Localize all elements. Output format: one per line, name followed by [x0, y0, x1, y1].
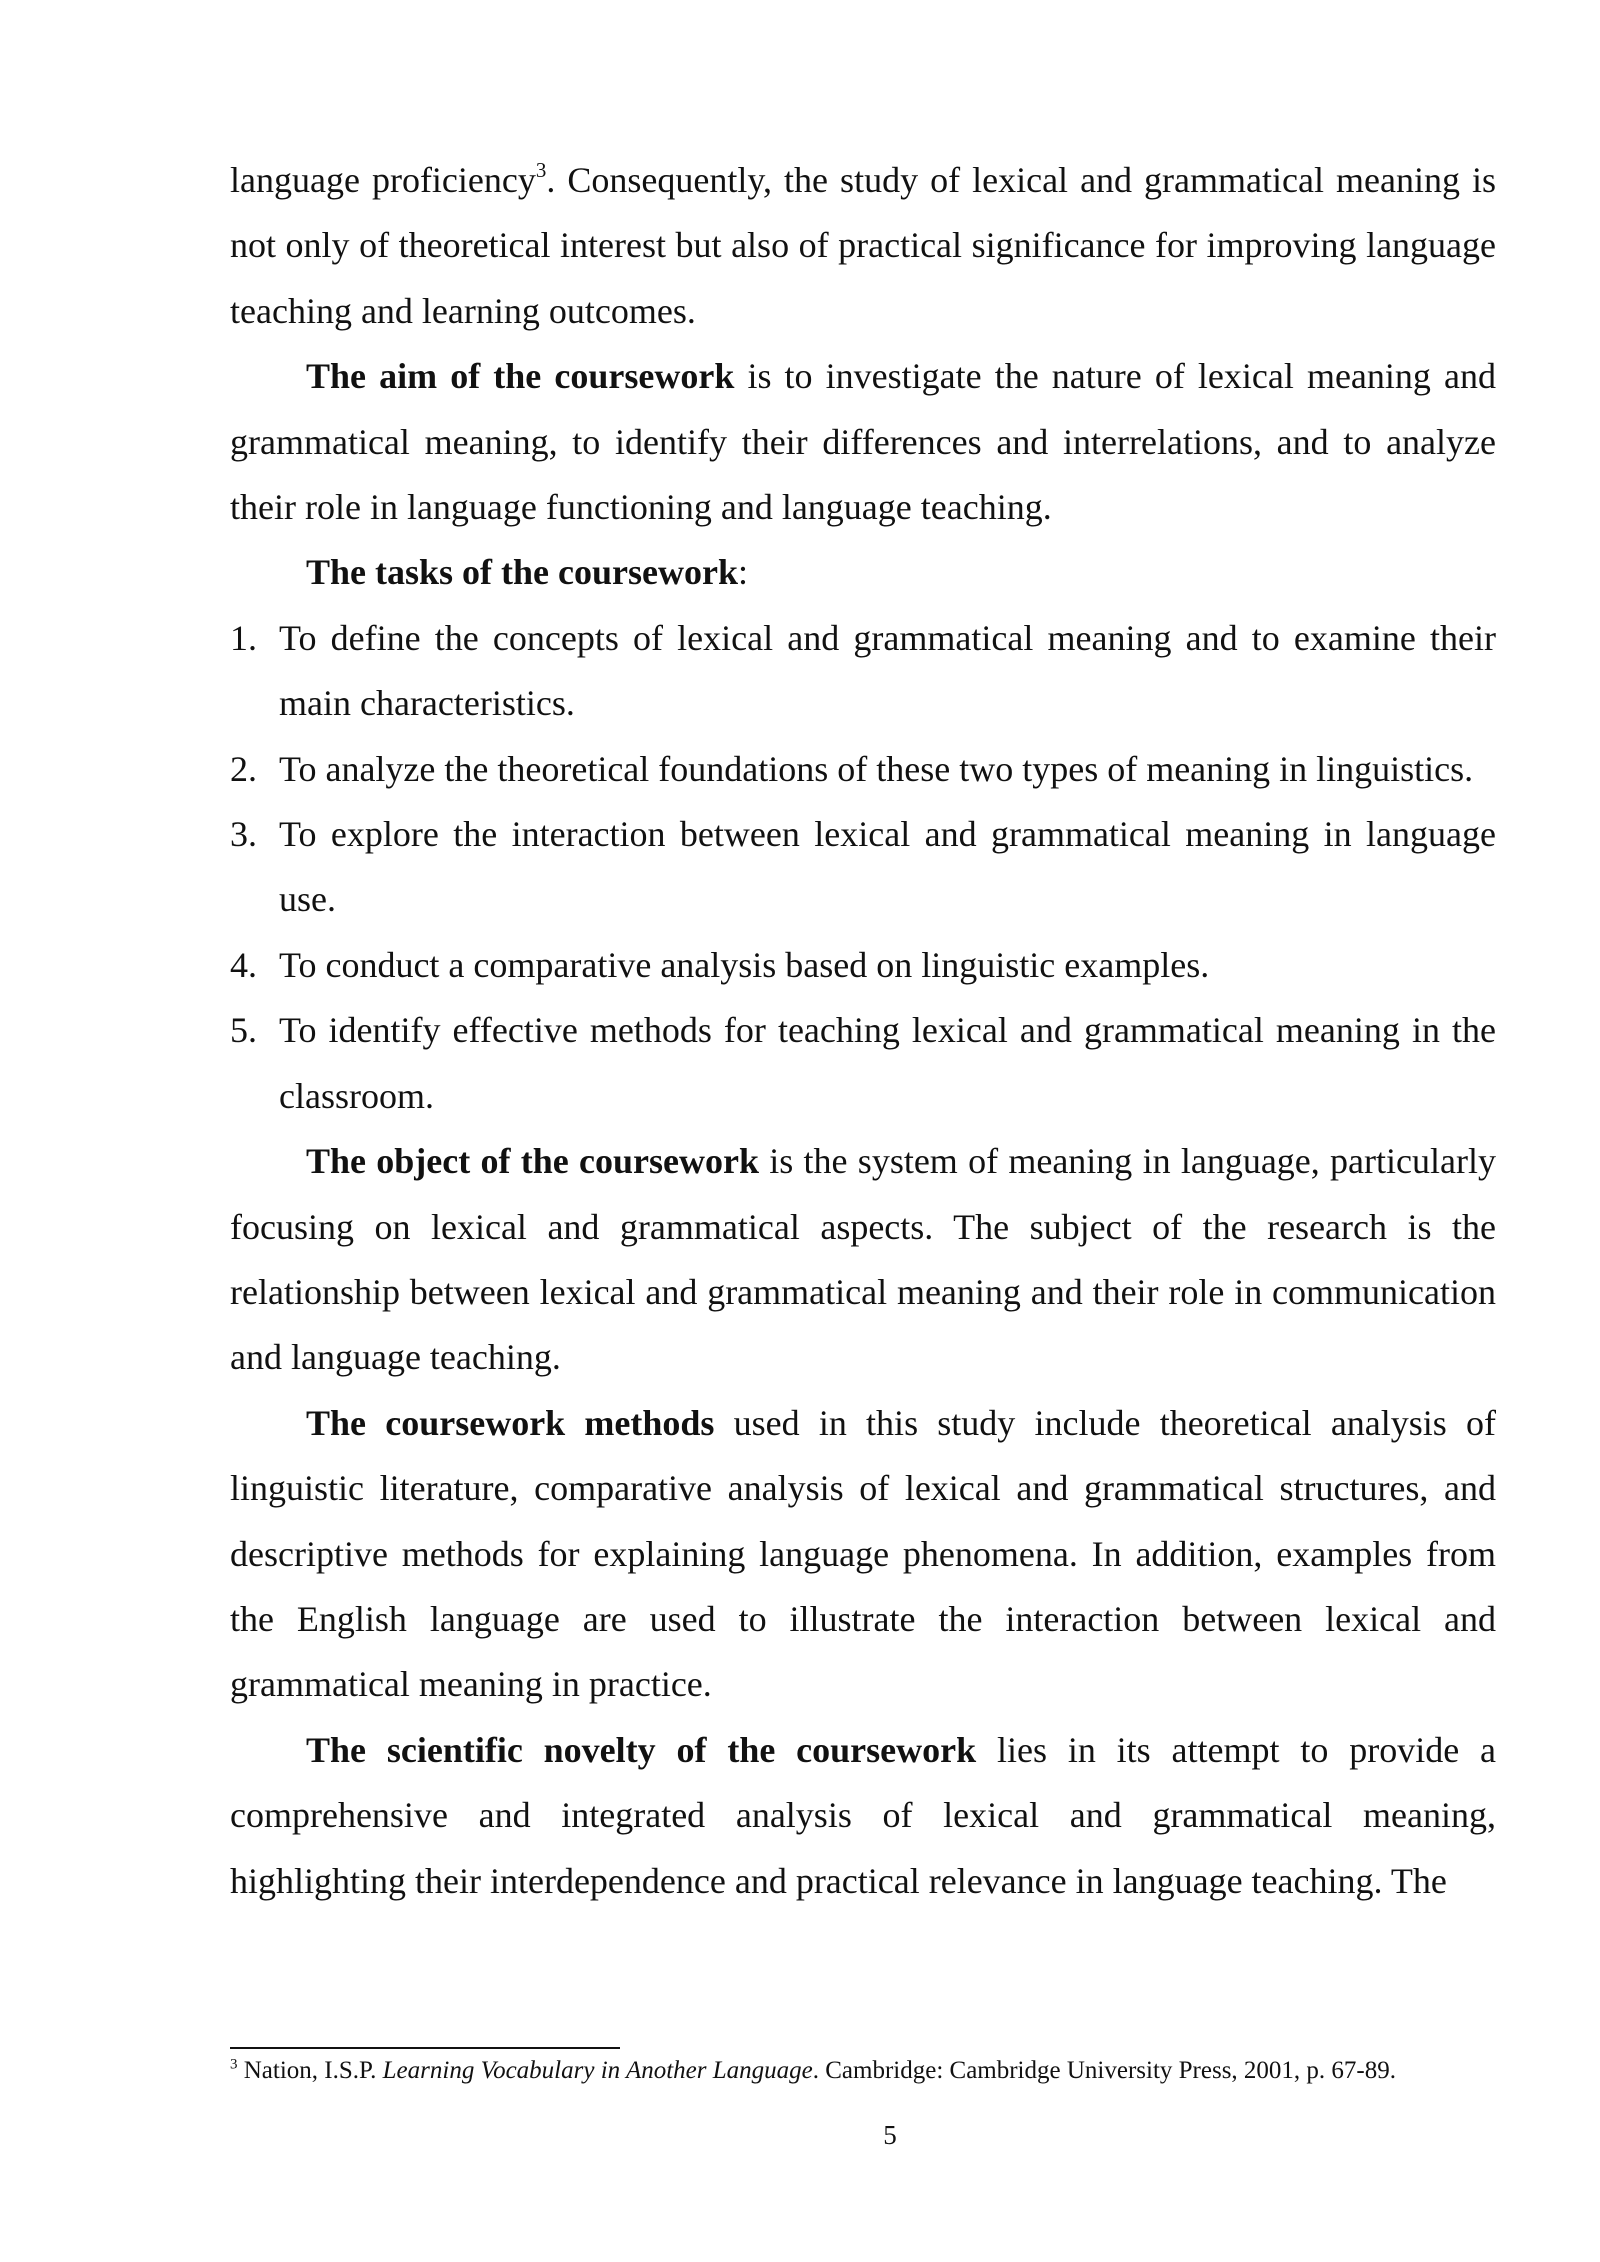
- body-text: [230, 148, 1496, 1914]
- aim-heading: The aim of the coursework: [306, 356, 735, 397]
- object-text: is the system of meaning in language, particularly focusing on lexical and grammatical aspects. The subject of the research is the relationship between lexical and grammatical meaning and their role in communication and language teaching.: [230, 1141, 1496, 1378]
- paragraph-tasks-heading: [230, 540, 1496, 605]
- list-item: [230, 802, 1496, 933]
- tasks-colon: :: [737, 552, 748, 593]
- novelty-heading: The scientific novelty of the coursework: [306, 1729, 977, 1770]
- footnote-book-title: Learning Vocabulary in Another Language: [382, 2057, 813, 2084]
- list-item: [230, 998, 1496, 1129]
- list-item-text: To conduct a comparative analysis based on linguistic examples.: [279, 944, 1210, 985]
- tasks-heading: The tasks of the coursework: [306, 552, 738, 593]
- page-number: 5: [883, 2120, 897, 2150]
- aim-text: is to investigate the nature of lexical meaning and grammatical meaning, to identify their differences and interrelations, and to analyze their role in language functioning and language teaching.: [230, 356, 1496, 528]
- list-item-number: 5.: [230, 1010, 257, 1051]
- list-item-text: To define the concepts of lexical and grammatical meaning and to examine their main characteristics.: [279, 617, 1496, 724]
- list-item-text: To identify effective methods for teaching lexical and grammatical meaning in the classroom.: [279, 1010, 1496, 1116]
- paragraph-object: [230, 1129, 1496, 1391]
- list-item-number: 3.: [230, 814, 257, 855]
- paragraph-methods: [230, 1391, 1496, 1718]
- paragraph-text: . Consequently, the study of lexical and grammatical meaning is not only of theoretical interest but also of practical significance for improving language teaching and learning outcomes.: [230, 160, 1496, 331]
- list-item: [230, 737, 1496, 802]
- footnote-separator: [230, 2047, 620, 2049]
- list-item-number: 1.: [230, 617, 257, 658]
- list-item-text: To analyze the theoretical foundations of these two types of meaning in linguistics.: [279, 748, 1474, 789]
- tasks-list: [230, 606, 1496, 1129]
- paragraph-text: language proficiency: [230, 160, 536, 200]
- methods-text: used in this study include theoretical analysis of linguistic literature, comparative analysis of lexical and grammatical structures, and descriptive methods for explaining language phenomena. In addition, examples from the English language are used to illustrate the interaction between lexical and grammatical meaning in practice.: [230, 1402, 1497, 1705]
- methods-heading: The coursework methods: [306, 1402, 715, 1443]
- footnote-publication: . Cambridge: Cambridge University Press, 2001, p. 67-89.: [812, 2057, 1396, 2084]
- list-item: [230, 933, 1496, 998]
- paragraph-aim: [230, 344, 1496, 540]
- footnote-text: Nation, I.S.P.: [237, 2057, 383, 2084]
- novelty-text: lies in its attempt to provide a comprehensive and integrated analysis of lexical and grammatical meaning, highlighting their interdependence and practical relevance in language teaching. The: [230, 1729, 1496, 1901]
- list-item-number: 4.: [230, 944, 257, 985]
- paragraph-novelty: [230, 1718, 1496, 1914]
- footnote-marker: 3: [230, 2056, 238, 2073]
- object-heading: The object of the coursework: [306, 1141, 759, 1182]
- list-item-number: 2.: [230, 748, 257, 789]
- paragraph-proficiency: [230, 148, 1496, 344]
- footnote-reference: 3: [535, 158, 547, 182]
- list-item-text: To explore the interaction between lexical and grammatical meaning in language use.: [279, 814, 1496, 920]
- footnote: [230, 2055, 1496, 2086]
- list-item: [230, 606, 1496, 737]
